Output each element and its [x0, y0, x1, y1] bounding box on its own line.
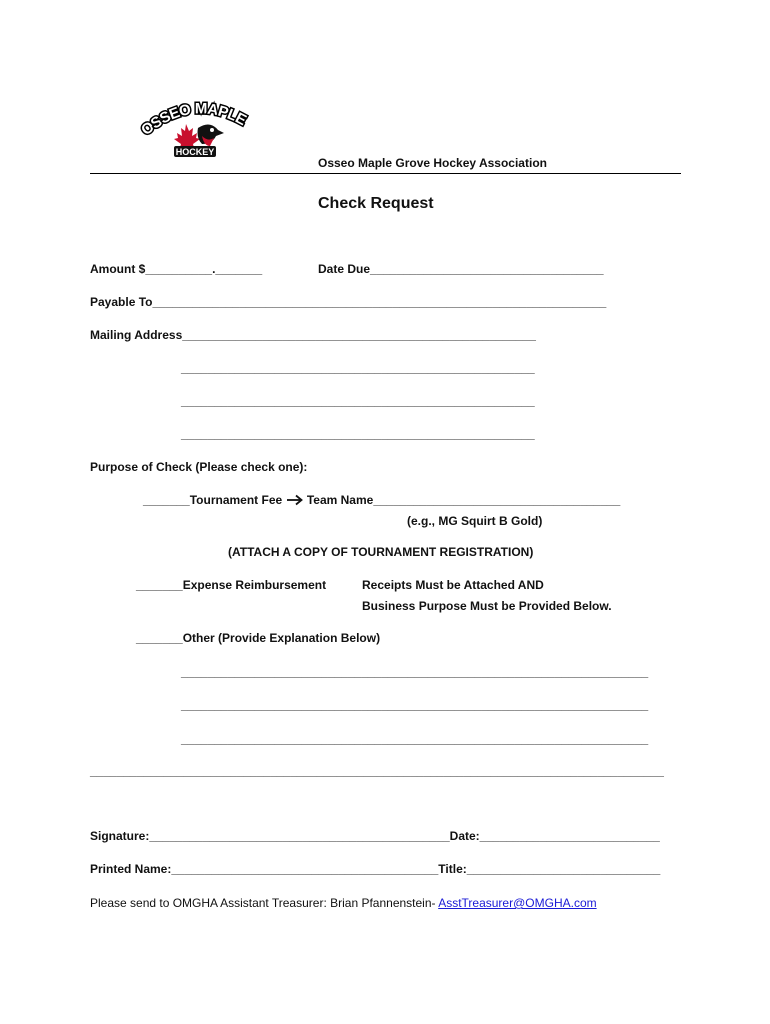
tournament-fee-row[interactable]	[143, 493, 620, 509]
address-line-4[interactable]: _____________________________________________________	[181, 427, 535, 441]
explanation-line-3[interactable]: ______________________________________________________________________	[181, 732, 649, 746]
signature-date-line[interactable]: Signature:_____________________________________________Date:___________________________	[90, 829, 660, 843]
page-title: Check Request	[318, 195, 434, 212]
arrow-right-icon	[286, 494, 304, 509]
address-line-2[interactable]: _____________________________________________________	[181, 361, 535, 375]
receipts-note-1: Receipts Must be Attached AND	[362, 578, 544, 592]
footer-text: Please send to OMGHA Assistant Treasurer: Brian Pfannenstein-	[90, 896, 439, 910]
team-name-field[interactable]: Team Name_____________________________________	[303, 493, 621, 507]
explanation-line-2[interactable]: ______________________________________________________________________	[181, 698, 649, 712]
treasurer-email-link[interactable]: AsstTreasurer@OMGHA.com	[438, 896, 597, 910]
payable-to-field[interactable]: Payable To____________________________________________________________________	[90, 295, 607, 309]
team-name-example: (e.g., MG Squirt B Gold)	[407, 514, 543, 528]
expense-reimbursement-option[interactable]: _______Expense Reimbursement	[136, 578, 327, 592]
other-option[interactable]: _______Other (Provide Explanation Below)	[136, 631, 381, 645]
amount-field[interactable]: Amount $__________._______	[90, 262, 263, 276]
purpose-heading: Purpose of Check (Please check one):	[90, 460, 308, 474]
date-due-field[interactable]: Date Due___________________________________	[318, 262, 604, 276]
explanation-line-1[interactable]: ______________________________________________________________________	[181, 665, 649, 679]
logo-hockey-text: HOCKEY	[175, 147, 215, 157]
tournament-fee-label[interactable]: _______Tournament Fee	[143, 493, 286, 507]
footer-note	[90, 896, 597, 910]
svg-text:OSSEO MAPLE GROVE	[138, 100, 252, 139]
header-divider	[90, 173, 681, 174]
mailing-address-field[interactable]: Mailing Address_____________________________________________________	[90, 328, 536, 342]
omgha-logo	[138, 100, 256, 160]
address-line-3[interactable]: _____________________________________________________	[181, 394, 535, 408]
association-name: Osseo Maple Grove Hockey Association	[318, 156, 547, 170]
printed-name-title-line[interactable]: Printed Name:________________________________________Title:_____________________________	[90, 862, 661, 876]
receipts-note-2: Business Purpose Must be Provided Below.	[362, 599, 612, 613]
attach-registration-note: (ATTACH A COPY OF TOURNAMENT REGISTRATION)	[228, 545, 534, 559]
section-separator: ______________________________________________________________________________________	[90, 764, 664, 778]
logo-arc-text: OSSEO MAPLE	[138, 100, 249, 139]
